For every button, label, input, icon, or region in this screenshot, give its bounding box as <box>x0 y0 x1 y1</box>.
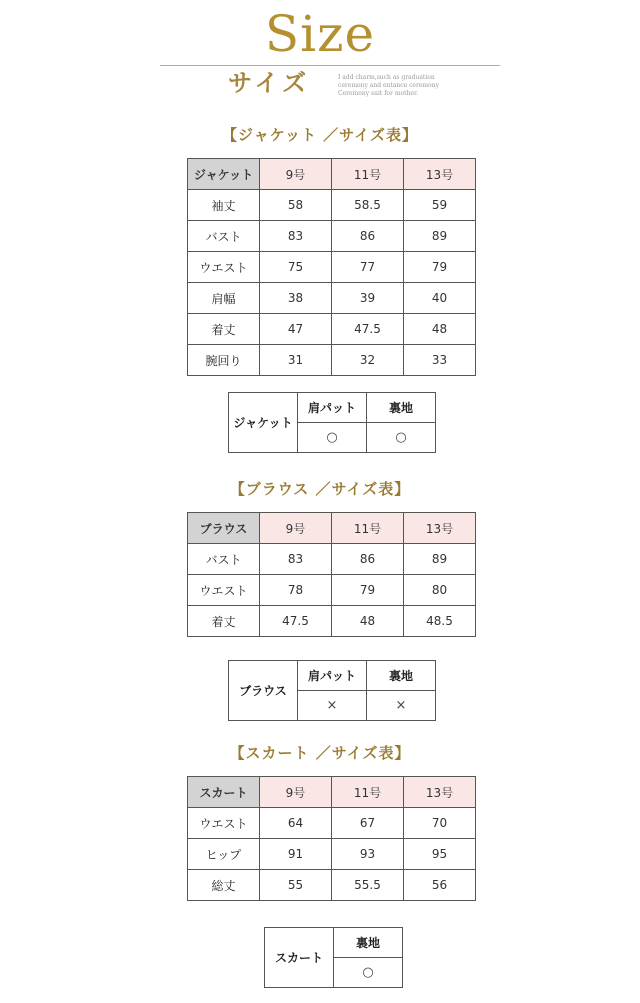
table-cell: 47.5 <box>332 314 404 345</box>
column-header: 13号 <box>404 159 476 190</box>
blouse-section-title: 【ブラウス ／サイズ表】 <box>229 480 411 498</box>
skirt-size-table <box>187 776 476 901</box>
table-cell: 64 <box>260 808 332 839</box>
column-header: 9号 <box>260 513 332 544</box>
table-row <box>188 314 476 345</box>
table-cell: 59 <box>404 190 476 221</box>
table-cell: 89 <box>404 544 476 575</box>
table-cell: 77 <box>332 252 404 283</box>
table-cell: 79 <box>332 575 404 606</box>
table-cell: 48.5 <box>404 606 476 637</box>
table-row <box>188 190 476 221</box>
table-corner-cell: ジャケット <box>188 159 260 190</box>
table-cell: 55.5 <box>332 870 404 901</box>
row-header: 総丈 <box>188 870 260 901</box>
table-corner-cell: スカート <box>188 777 260 808</box>
options-header: 肩パット <box>298 393 367 423</box>
row-header: ウエスト <box>188 252 260 283</box>
jacket-options-table <box>228 392 436 453</box>
header-note-line: ceremony and entance ceremony <box>338 82 439 89</box>
row-header: 腕回り <box>188 345 260 376</box>
table-cell: 47 <box>260 314 332 345</box>
skirt-section-title: 【スカート ／サイズ表】 <box>229 744 411 762</box>
table-corner-cell: ブラウス <box>188 513 260 544</box>
table-row <box>188 283 476 314</box>
row-header: 着丈 <box>188 314 260 345</box>
table-cell: 48 <box>404 314 476 345</box>
options-header: 裏地 <box>367 393 436 423</box>
options-header-row <box>229 393 436 423</box>
column-header: 9号 <box>260 777 332 808</box>
table-cell: 75 <box>260 252 332 283</box>
row-header: 着丈 <box>188 606 260 637</box>
row-header: ウエスト <box>188 808 260 839</box>
table-cell: 95 <box>404 839 476 870</box>
page-subtitle: サイズ <box>228 68 311 97</box>
skirt-options-table <box>264 927 403 988</box>
options-value: ○ <box>298 423 367 453</box>
table-cell: 58 <box>260 190 332 221</box>
row-header: バスト <box>188 544 260 575</box>
table-cell: 83 <box>260 221 332 252</box>
table-cell: 80 <box>404 575 476 606</box>
row-header: ウエスト <box>188 575 260 606</box>
column-header: 13号 <box>404 513 476 544</box>
options-value: ○ <box>334 958 403 988</box>
options-label: ブラウス <box>229 661 298 721</box>
table-row <box>188 808 476 839</box>
table-cell: 48 <box>332 606 404 637</box>
title-divider <box>160 65 500 66</box>
table-row <box>188 606 476 637</box>
table-cell: 83 <box>260 544 332 575</box>
options-value: ○ <box>367 423 436 453</box>
table-cell: 38 <box>260 283 332 314</box>
row-header: ヒップ <box>188 839 260 870</box>
table-row <box>188 870 476 901</box>
table-cell: 33 <box>404 345 476 376</box>
header-note <box>338 74 458 98</box>
table-cell: 86 <box>332 221 404 252</box>
table-cell: 70 <box>404 808 476 839</box>
table-cell: 55 <box>260 870 332 901</box>
page-title: Size <box>264 5 376 63</box>
options-value: × <box>367 691 436 721</box>
row-header: 肩幅 <box>188 283 260 314</box>
table-cell: 39 <box>332 283 404 314</box>
jacket-size-table <box>187 158 476 376</box>
table-row <box>188 575 476 606</box>
table-cell: 40 <box>404 283 476 314</box>
table-cell: 67 <box>332 808 404 839</box>
table-header-row <box>188 159 476 190</box>
options-label: スカート <box>265 928 334 988</box>
table-cell: 79 <box>404 252 476 283</box>
options-value: × <box>298 691 367 721</box>
options-header: 裏地 <box>367 661 436 691</box>
table-cell: 32 <box>332 345 404 376</box>
column-header: 9号 <box>260 159 332 190</box>
table-row <box>188 839 476 870</box>
table-cell: 89 <box>404 221 476 252</box>
column-header: 11号 <box>332 159 404 190</box>
table-row <box>188 252 476 283</box>
options-header-row <box>265 928 403 958</box>
blouse-size-table <box>187 512 476 637</box>
table-row <box>188 221 476 252</box>
table-header-row <box>188 777 476 808</box>
table-cell: 93 <box>332 839 404 870</box>
table-cell: 91 <box>260 839 332 870</box>
options-header: 裏地 <box>334 928 403 958</box>
header-note-line: I add charm,such as graduation <box>338 74 435 81</box>
table-cell: 78 <box>260 575 332 606</box>
table-header-row <box>188 513 476 544</box>
blouse-options-table <box>228 660 436 721</box>
table-row <box>188 544 476 575</box>
table-cell: 47.5 <box>260 606 332 637</box>
row-header: 袖丈 <box>188 190 260 221</box>
column-header: 13号 <box>404 777 476 808</box>
options-label: ジャケット <box>229 393 298 453</box>
table-cell: 31 <box>260 345 332 376</box>
options-header: 肩パット <box>298 661 367 691</box>
options-header-row <box>229 661 436 691</box>
table-cell: 86 <box>332 544 404 575</box>
column-header: 11号 <box>332 513 404 544</box>
row-header: バスト <box>188 221 260 252</box>
table-cell: 58.5 <box>332 190 404 221</box>
column-header: 11号 <box>332 777 404 808</box>
table-cell: 56 <box>404 870 476 901</box>
header-note-line: Ceremony suit for mother. <box>338 90 419 97</box>
table-row <box>188 345 476 376</box>
jacket-section-title: 【ジャケット ／サイズ表】 <box>222 126 418 144</box>
